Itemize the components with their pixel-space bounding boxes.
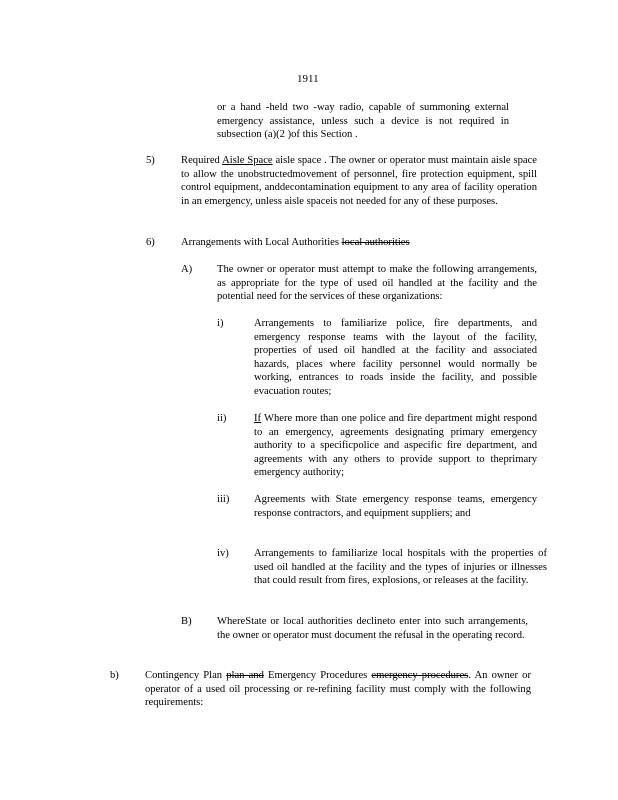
page-number: 1911 <box>297 73 319 85</box>
item-b-t3: . An owner or operator of a used oil processing or re-refining facility must comply with the following requirements: <box>145 670 531 709</box>
item-iv-text: Arrangements to familiarize local hospitals with the properties of used oil handled at the facility and the types of injuries or illnesses that could result from fires, explosions, or releases at the facility. <box>254 548 547 587</box>
item-B-text: WhereState or local authorities declineto enter into such arrangements, the owner or operator must document the refusal in the operating record. <box>217 616 528 641</box>
item-i-label: i) <box>217 318 224 329</box>
item-ii-struck: If <box>254 413 262 424</box>
item-5-lead: Required <box>181 155 223 166</box>
item-A-text: The owner or operator must attempt to make the following arrangements, as appropriate for the type of used oil handled at the facility and the potential need for the services of these organizations: <box>217 264 537 303</box>
item-b-text <box>145 669 531 710</box>
item-b-struck-2: emergency procedures <box>371 670 469 681</box>
item-i-text: Arrangements to familiarize police, fire departments, and emergency response teams with the layout of the facility, properties of used oil handled at the facility and associated hazards, places where facility personnel would normally be working, entrances to roads inside the facility, and possible evacuation routes; <box>254 318 537 397</box>
item-6-label: 6) <box>146 237 155 248</box>
aisle-space-heading: Aisle Space <box>222 155 273 166</box>
item-A-label: A) <box>181 264 193 275</box>
item-6-struck: local authorities <box>341 237 410 248</box>
item-iv-label: iv) <box>217 548 229 559</box>
item-6-heading <box>181 236 537 250</box>
item-ii-label: ii) <box>217 413 227 424</box>
item-b-struck-1: plan and <box>226 670 264 681</box>
item-ii-body: Where more than one police and fire department might respond to an emergency, agreements designating primary emergency authority to a specificpolice and aspecific fire department, and agreements with any others to provide support to theprimary emergency authority; <box>254 413 537 479</box>
item-b-label: b) <box>110 670 119 681</box>
item-5-text <box>181 154 537 208</box>
item-ii-text <box>254 412 537 480</box>
item-5-label: 5) <box>146 155 155 166</box>
item-iii-label: iii) <box>217 494 230 505</box>
item-B-label: B) <box>181 616 192 627</box>
item-iii-text: Agreements with State emergency response teams, emergency response contractors, and equipment suppliers; and <box>254 494 537 519</box>
item-5-body: aisle space . The owner or operator must maintain aisle space to allow the unobstructedmovement of personnel, fire protection equipment, spill control equipment, anddecontamination equipment to any area of facility operation in an emergency, unless aisle spaceis not needed for any of these purposes. <box>181 155 537 207</box>
item-6-text: Arrangements with Local Authorities <box>181 237 342 248</box>
continued-paragraph: or a hand -held two -way radio, capable of summoning external emergency assistance, unless such a device is not required in subsection (a)(2 )of this Section . <box>217 102 509 141</box>
item-b-t1: Contingency Plan <box>145 670 227 681</box>
item-b-t2: Emergency Procedures <box>263 670 372 681</box>
